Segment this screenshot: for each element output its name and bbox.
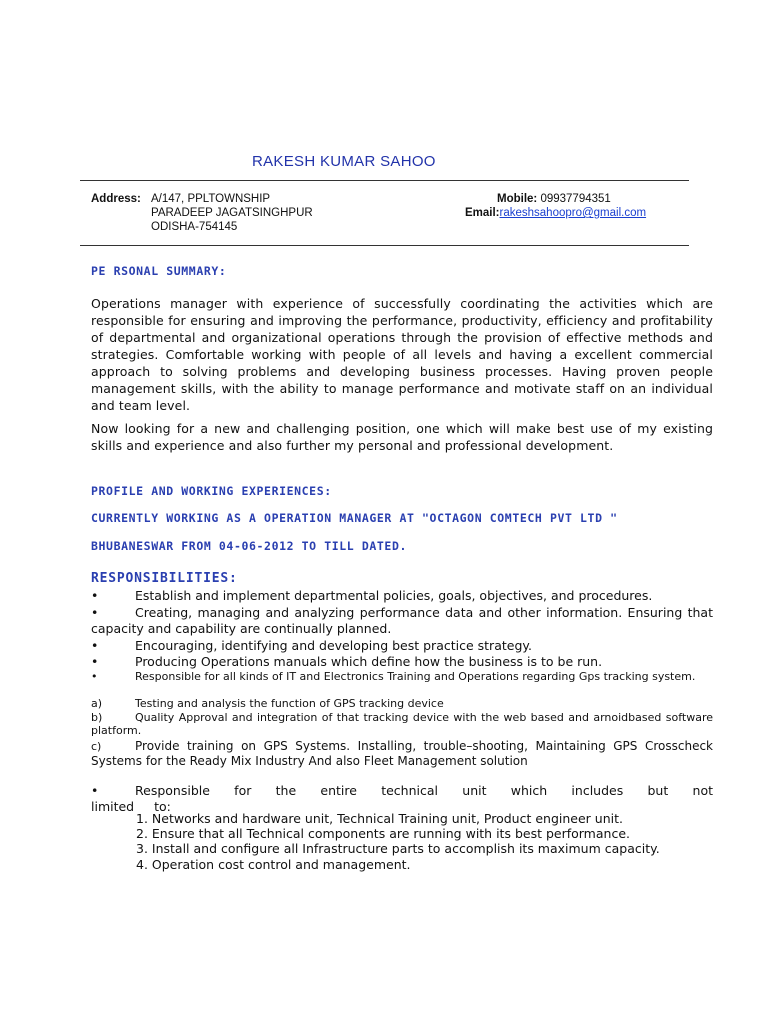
responsibility-text: Encouraging, identifying and developing best practice strategy.: [135, 638, 532, 653]
list-letter: c): [91, 740, 102, 753]
mobile-label: Mobile:: [497, 193, 538, 205]
email-row: [465, 206, 646, 220]
address-label-text: Address:: [91, 193, 141, 205]
bullet: •: [91, 638, 99, 653]
bullet: •: [91, 670, 98, 683]
current-position: CURRENTLY WORKING AS A OPERATION MANAGER AT "OCTAGON COMTECH PVT LTD ": [91, 511, 618, 525]
responsibility-text: Establish and implement departmental policies, goals, objectives, and procedures.: [135, 588, 653, 603]
lettered-item: [91, 739, 713, 769]
list-letter: a): [91, 697, 103, 710]
list-letter: b): [91, 711, 103, 724]
candidate-name: RAKESH KUMAR SAHOO: [252, 153, 436, 170]
position-location-dates: BHUBANESWAR FROM 04-06-2012 TO TILL DATED.: [91, 539, 407, 553]
address-line-2: PARADEEP JAGATSINGHPUR: [151, 207, 313, 219]
responsibility-item: [91, 588, 713, 604]
mobile-number: 09937794351: [540, 193, 611, 205]
responsibility-text: Creating, managing and analyzing performance data and other information. Ensuring that capacity and capability are continually planned.: [91, 605, 713, 636]
address-line-3: ODISHA-754145: [151, 221, 238, 233]
address-line-1: A/147, PPLTOWNSHIP: [151, 193, 271, 205]
email-label: Email:: [465, 207, 500, 219]
responsibility-item: [91, 638, 713, 654]
numbered-item: 1. Networks and hardware unit, Technical Training unit, Product engineer unit.: [136, 811, 623, 826]
personal-summary-heading: PE RSONAL SUMMARY:: [91, 264, 227, 278]
bullet: •: [91, 588, 99, 603]
responsibilities-heading: RESPONSIBILITIES:: [91, 571, 238, 586]
bullet: •: [91, 654, 99, 669]
lettered-text: Testing and analysis the function of GPS tracking device: [135, 697, 444, 710]
personal-summary-paragraph-1: Operations manager with experience of successfully coordinating the activities which are responsible for ensuring and improving the performance, productivity, efficiency and profitability of departmental and organizational operations through the provision of effective methods and strategies. Comfortable working with people of all levels and having a excellent commercial approach to solving problems and developing business processes. Having proven people management skills, with the ability to manage performance and motivate staff on an individual and team level.: [91, 296, 713, 413]
responsibility-text: Producing Operations manuals which define how the business is to be run.: [135, 654, 603, 669]
responsibility-text: Responsible for all kinds of IT and Electronics Training and Operations regarding Gps tracking system.: [135, 670, 696, 683]
bullet: •: [91, 783, 99, 798]
numbered-item: 4. Operation cost control and management.: [136, 857, 411, 872]
mobile-row: [497, 192, 611, 206]
lettered-text: Provide training on GPS Systems. Installing, trouble–shooting, Maintaining GPS Crosscheck Systems for the Ready Mix Industry And also Fleet Management solution: [91, 739, 713, 768]
responsibility-item: [91, 654, 713, 670]
responsibility-item: [91, 670, 713, 683]
lettered-item: [91, 711, 713, 737]
email-link[interactable]: rakeshsahoopro@gmail.com: [499, 207, 647, 219]
profile-heading: PROFILE AND WORKING EXPERIENCES:: [91, 484, 332, 498]
lettered-text: Quality Approval and integration of that tracking device with the web based and arnoidbased software platform.: [91, 711, 713, 737]
address-label: [91, 192, 141, 206]
lettered-item: [91, 697, 713, 710]
personal-summary-paragraph-2: Now looking for a new and challenging position, one which will make best use of my existing skills and experience and also further my personal and professional development.: [91, 421, 713, 453]
header-bottom-divider: [80, 245, 689, 246]
numbered-item: 3. Install and configure all Infrastructure parts to accomplish its maximum capacity.: [136, 841, 660, 856]
header-top-divider: [80, 180, 689, 181]
bullet: •: [91, 605, 99, 620]
technical-unit-intro: Responsible for the entire technical unit which includes but not limited to:: [91, 783, 713, 814]
numbered-item: 2. Ensure that all Technical components are running with its best performance.: [136, 826, 630, 841]
responsibility-item: [91, 605, 713, 637]
